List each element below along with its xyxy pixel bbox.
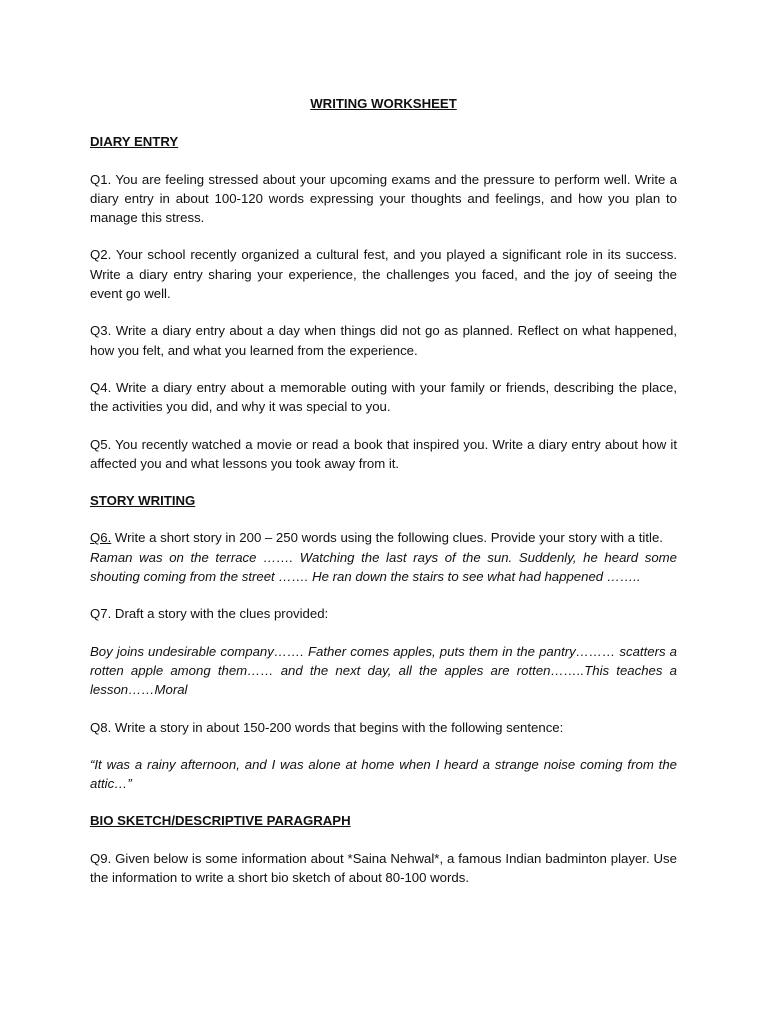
worksheet-title: WRITING WORKSHEET [310,96,457,111]
question-q7: Q7. Draft a story with the clues provided: [90,606,329,622]
question-q7-clues: Boy joins undesirable company……. Father comes apples, puts them in the pantry……… scatters a rotten apple among them…… and the next day, all the apples are rotten……..This teaches a lesson……Moral [90,643,677,698]
question-q8: Q8. Write a story in about 150-200 words that begins with the following sentence: [90,719,564,735]
question-q5: Q5. You recently watched a movie or read a book that inspired you. Write a diary entry about how it affected you and what lessons you took away from it. [90,436,677,471]
question-q9: Q9. Given below is some information about *Saina Nehwal*, a famous Indian badminton player. Use the information to write a short bio sketch of about 80-100 words. [90,850,677,886]
question-q6-text: Write a short story in 200 – 250 words using the following clues. Provide your story with a title. [111,530,663,546]
question-q4: Q4. Write a diary entry about a memorable outing with your family or friends, describing the place, the activities you did, and why it was special to you. [90,379,677,415]
section-heading-bio-sketch: BIO SKETCH/DESCRIPTIVE PARAGRAPH [90,813,351,829]
worksheet-page [90,94,677,905]
question-q3: Q3. Write a diary entry about a day when things did not go as planned. Reflect on what happened, how you felt, and what you learned from the experience. [90,323,677,358]
section-heading-diary-entry: DIARY ENTRY [90,134,179,150]
question-q1: Q1. You are feeling stressed about your upcoming exams and the pressure to perform well. Write a diary entry in about 100-120 words expressing your thoughts and feelings, and how you plan to manage this stress. [90,171,677,226]
section-heading-story-writing: STORY WRITING [90,493,196,509]
question-q6 [90,528,677,547]
question-q2: Q2. Your school recently organized a cultural fest, and you played a significant role in its success. Write a diary entry sharing your experience, the challenges you faced, and the joy of seeing the event go well. [90,247,677,302]
question-q6-label: Q6. [90,530,112,546]
question-q6-clues: Raman was on the terrace ……. Watching the last rays of the sun. Suddenly, he heard some shouting coming from the street ……. He ran down the stairs to see what had happened …….. [90,549,677,585]
question-q8-opening-sentence: “It was a rainy afternoon, and I was alone at home when I heard a strange noise coming from the attic…” [90,756,677,792]
